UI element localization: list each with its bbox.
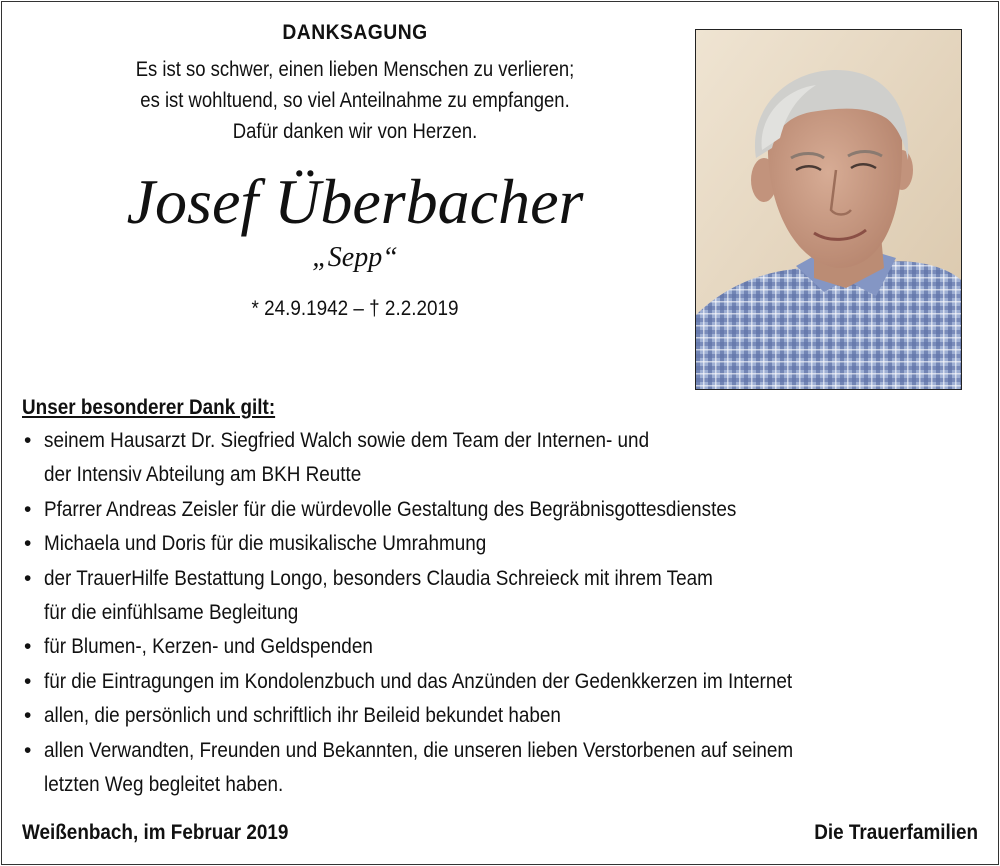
list-item: [22, 630, 962, 664]
bullet-icon: •: [24, 635, 32, 659]
verse-line: es ist wohltuend, so viel Anteilnahme zu empfangen.: [140, 89, 570, 112]
list-item: [22, 665, 962, 699]
list-item-line: für Blumen-, Kerzen- und Geldspenden: [44, 635, 373, 659]
list-item: [22, 527, 962, 561]
list-item: [22, 734, 962, 803]
bullet-icon: •: [24, 566, 32, 590]
bullet-icon: •: [24, 497, 32, 521]
life-dates: * 24.9.1942 – † 2.2.2019: [251, 297, 459, 320]
heading-title: DANKSAGUNG: [282, 21, 428, 44]
list-item: [22, 699, 962, 733]
list-item-line: Michaela und Doris für die musikalische Umrahmung: [44, 532, 487, 556]
list-item: [22, 424, 962, 493]
header-block: [20, 20, 690, 323]
verse-line: Es ist so schwer, einen lieben Menschen zu verlieren;: [135, 58, 575, 81]
list-item-line: allen, die persönlich und schriftlich ihr Beileid bekundet haben: [44, 704, 561, 728]
thanks-section: [22, 394, 962, 802]
deceased-name: Josef Überbacher: [126, 166, 584, 237]
portrait-illustration: [696, 30, 961, 389]
list-item-line: allen Verwandten, Freunden und Bekannten, die unseren lieben Verstorbenen auf seinem: [44, 738, 794, 762]
nickname: „Sepp“: [312, 242, 398, 273]
signature: Die Trauerfamilien: [814, 821, 978, 844]
list-item-line: der Intensiv Abteilung am BKH Reutte: [44, 463, 362, 487]
verse-block: [60, 54, 650, 147]
list-item-line: seinem Hausarzt Dr. Siegfried Walch sowie dem Team der Internen- und: [44, 429, 650, 452]
verse-line: Dafür danken wir von Herzen.: [232, 120, 478, 143]
list-item-line: für die einfühlsame Begleitung: [44, 601, 299, 625]
place-date: Weißenbach, im Februar 2019: [22, 821, 289, 844]
list-item-line: Pfarrer Andreas Zeisler für die würdevolle Gestaltung des Begräbnisgottesdienstes: [44, 497, 737, 521]
list-item: [22, 562, 962, 631]
list-item-line: der TrauerHilfe Bestattung Longo, besonders Claudia Schreieck mit ihrem Team: [44, 566, 713, 590]
bullet-icon: •: [24, 738, 32, 762]
bullet-icon: •: [24, 532, 32, 556]
bullet-icon: •: [24, 429, 32, 452]
bullet-icon: •: [24, 669, 32, 693]
list-item-line: letzten Weg begleitet haben.: [44, 773, 284, 797]
list-item-line: für die Eintragungen im Kondolenzbuch und das Anzünden der Gedenkkerzen im Internet: [44, 669, 793, 693]
portrait-photo: [695, 29, 962, 390]
bullet-icon: •: [24, 704, 32, 728]
list-item: [22, 493, 962, 527]
thanks-title: Unser besonderer Dank gilt:: [22, 396, 276, 419]
thanks-list: [22, 424, 962, 802]
